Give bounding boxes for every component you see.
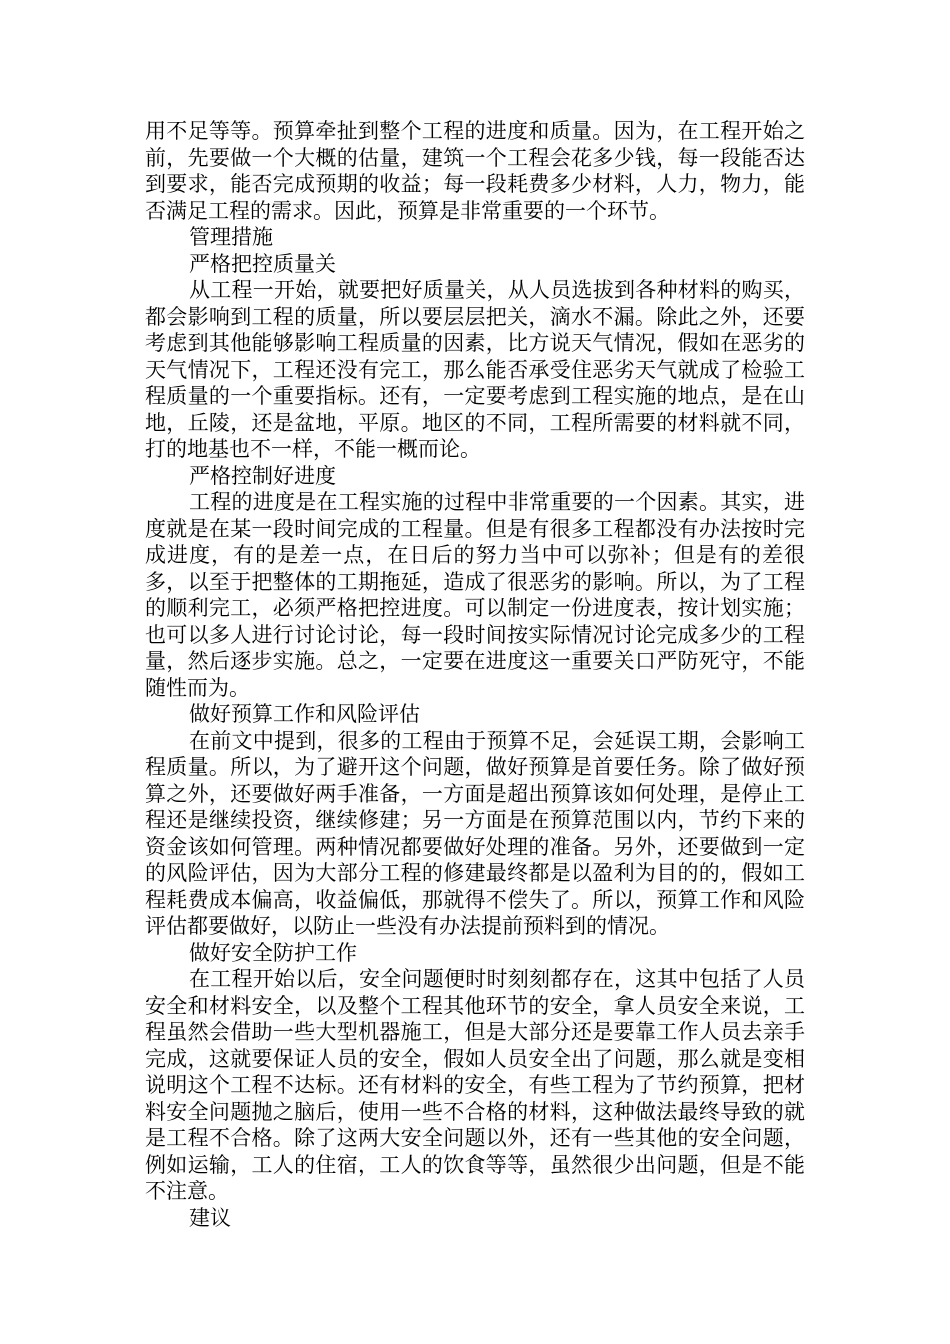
body-paragraph: 工程的进度是在工程实施的过程中非常重要的一个因素。其实，进度就是在某一段时间完成的工程量。但是有很多工程都没有办法按时完成进度，有的是差一点，在日后的努力当中可以弥补；但是有的差很多，以至于把整体的工期拖延，造成了很恶劣的影响。所以，为了工程的顺利完工，必须严格把控进度。可以制定一份进度表，按计划实施；也可以多人进行讨论讨论，每一段时间按实际情况讨论完成多少的工程量，然后逐步实施。总之，一定要在进度这一重要关口严防死守，不能随性而为。 [145,490,805,700]
body-paragraph: 用不足等等。预算牵扯到整个工程的进度和质量。因为，在工程开始之前，先要做一个大概的估量，建筑一个工程会花多少钱，每一段能否达到要求，能否完成预期的收益；每一段耗费多少材料，人力，物力，能否满足工程的需求。因此，预算是非常重要的一个环节。 [145,119,805,223]
subheading-safety: 做好安全防护工作 [189,940,357,965]
section-heading-suggestions: 建议 [189,1205,231,1230]
section-heading-management: 管理措施 [189,225,273,249]
body-paragraph: 在工程开始以后，安全问题便时时刻刻都存在，这其中包括了人员安全和材料安全，以及整个工程其他环节的安全，拿人员安全来说，工程虽然会借助一些大型机器施工，但是大部分还是要靠工作人员去亲手完成，这就要保证人员的安全，假如人员安全出了问题，那么就是变相说明这个工程不达标。还有材料的安全，有些工程为了节约预算，把材料安全问题抛之脑后，使用一些不合格的材料，这种做法最终导致的就是工程不合格。除了这两大安全问题以外，还有一些其他的安全问题，例如运输，工人的住宿，工人的饮食等等，虽然很少出问题，但是不能不注意。 [145,967,805,1203]
body-paragraph: 从工程一开始，就要把好质量关，从人员选拔到各种材料的购买，都会影响到工程的质量，所以要层层把关，滴水不漏。除此之外，还要考虑到其他能够影响工程质量的因素，比方说天气情况，假如在恶劣的天气情况下，工程还没有完工，那么能否承受住恶劣天气就成了检验工程质量的一个重要指标。还有，一定要考虑到工程实施的地点，是在山地，丘陵，还是盆地，平原。地区的不同，工程所需要的材料就不同，打的地基也不一样，不能一概而论。 [145,278,805,461]
subheading-budget-risk: 做好预算工作和风险评估 [189,702,420,726]
subheading-quality: 严格把控质量关 [189,251,336,276]
body-paragraph: 在前文中提到，很多的工程由于预算不足，会延误工期，会影响工程质量。所以，为了避开这个问题，做好预算是首要任务。除了做好预算之外，还要做好两手准备，一方面是超出预算该如何处理，是停止工程还是继续投资，继续修建；另一方面是在预算范围以内，节约下来的资金该如何管理。两种情况都要做好处理的准备。另外，还要做到一定的风险评估，因为大部分工程的修建最终都是以盈利为目的的，假如工程耗费成本偏高，收益偏低，那就得不偿失了。所以，预算工作和风险评估都要做好，以防止一些没有办法提前预料到的情况。 [145,728,805,938]
subheading-schedule: 严格控制好进度 [189,463,336,488]
document-page [145,118,805,1231]
